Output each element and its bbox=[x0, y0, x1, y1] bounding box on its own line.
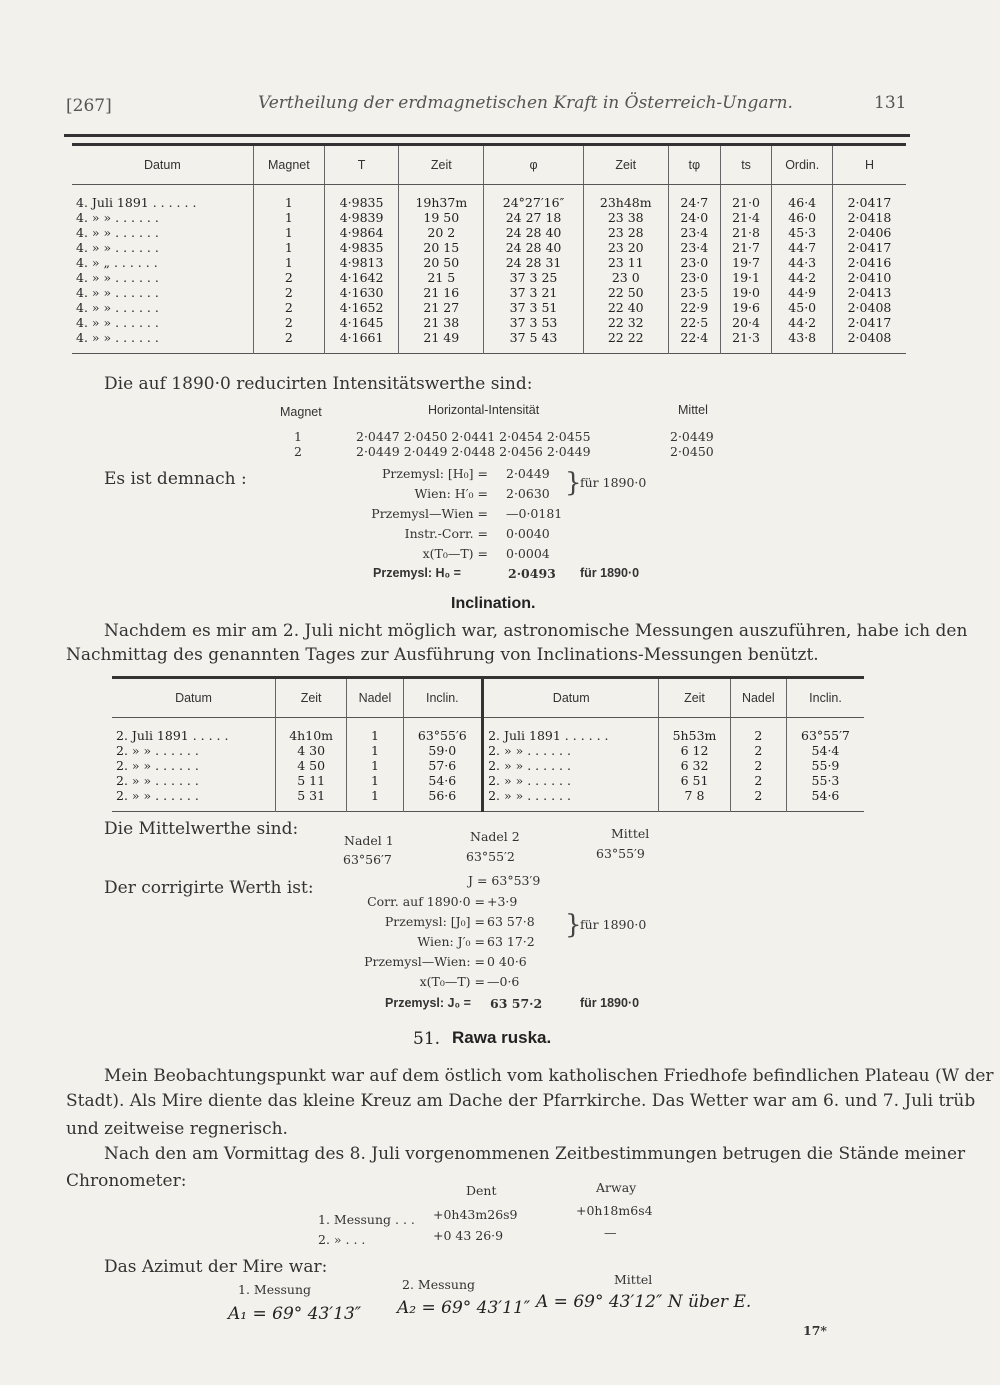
inclination-table-cell: 63°55′6 bbox=[403, 718, 483, 744]
reduction-values: 2·0449 2·0449 2·0448 2·0456 2·0449 bbox=[356, 444, 591, 459]
inclination-line-value: 63 57·8 bbox=[487, 914, 535, 929]
inclination-table-cell: 2. Juli 1891 . . . . . . bbox=[483, 718, 659, 744]
mittel-label: Mittel bbox=[611, 826, 650, 841]
magnet-table-cell: 1 bbox=[253, 225, 324, 240]
magnet-table-cell: 4. Juli 1891 . . . . . . bbox=[76, 195, 197, 210]
inclination-table-cell: 1 bbox=[347, 718, 403, 744]
inclination-line-label: x(T₀—T) = bbox=[419, 974, 485, 989]
reduction-magnet: 1 bbox=[294, 429, 302, 444]
magnet-table-cell: 23·4 bbox=[668, 240, 720, 255]
inclination-table-cell: 1 bbox=[347, 758, 403, 773]
magnet-table-cell: 22·5 bbox=[668, 315, 720, 330]
rawa-para1-line2: Stadt). Als Mire diente das kleine Kreuz am Dache der Pfarrkirche. Das Wetter war am 6. und 7. Juli trüb bbox=[66, 1091, 976, 1111]
reduction-line-label: x(T₀—T) = bbox=[422, 546, 488, 561]
nadel1-label: Nadel 1 bbox=[344, 833, 394, 848]
inclination-title: Inclination. bbox=[451, 595, 536, 612]
magnet-table-cell: 44·2 bbox=[772, 270, 833, 285]
magnet-table-cell: 4. » » . . . . . . bbox=[76, 300, 159, 315]
rawa-para2-line2: Chronometer: bbox=[66, 1171, 187, 1191]
reduction-mittel: 2·0449 bbox=[670, 429, 714, 444]
col-dent: Dent bbox=[466, 1183, 497, 1198]
magnet-table-cell: 19·6 bbox=[720, 300, 772, 315]
inclination-table-cell: 6 32 bbox=[659, 758, 730, 773]
reduction-line-label: Instr.-Corr. = bbox=[404, 526, 488, 541]
reduction-line-value: 2·0449 bbox=[506, 466, 550, 481]
magnet-table-cell: 46·0 bbox=[772, 210, 833, 225]
magnet-table-cell: 1 bbox=[253, 185, 324, 211]
inclination-table-cell: 2 bbox=[730, 718, 786, 744]
inclination-table-cell: 56·6 bbox=[403, 788, 483, 812]
magnet-table-cell: 4·1642 bbox=[325, 270, 399, 285]
demnach-label: Es ist demnach : bbox=[104, 469, 247, 489]
inclination-table-cell: 2. » » . . . . . . bbox=[116, 773, 199, 788]
magnet-table-cell: 4·9864 bbox=[325, 225, 399, 240]
corrigirte-label: Der corrigirte Werth ist: bbox=[104, 878, 314, 898]
inclination-line-value: 0 40·6 bbox=[487, 954, 527, 969]
inclination-table-cell: 2. » » . . . . . . bbox=[483, 773, 659, 788]
section-number: 51. bbox=[413, 1029, 441, 1049]
inclination-table-cell: 57·6 bbox=[403, 758, 483, 773]
magnet-table-cell: 4·9839 bbox=[325, 210, 399, 225]
magnet-table-cell: 44·2 bbox=[772, 315, 833, 330]
inclination-table-cell: 1 bbox=[347, 788, 403, 812]
inclination-table-col-header: Inclin. bbox=[403, 678, 483, 718]
magnet-table-cell: 2·0410 bbox=[832, 270, 906, 285]
magnet-table-cell: 4·1630 bbox=[325, 285, 399, 300]
reduction-line-value: 0·0040 bbox=[506, 526, 550, 541]
az-mittel-value: A = 69° 43′12″ N über E. bbox=[536, 1292, 752, 1312]
inclination-table-col-header: Nadel bbox=[347, 678, 403, 718]
reduction-line-value: 0·0004 bbox=[506, 546, 550, 561]
inclination-table-row bbox=[112, 718, 864, 744]
inclination-table-cell: 4 50 bbox=[275, 758, 346, 773]
chrono-row2-label: 2. » . . . bbox=[318, 1232, 366, 1247]
inclination-line-label: Przemysl—Wien: = bbox=[364, 954, 485, 969]
magnet-table-cell: 21·8 bbox=[720, 225, 772, 240]
inclination-table-cell: 54·6 bbox=[403, 773, 483, 788]
magnet-table-col-header: tφ bbox=[668, 145, 720, 185]
magnet-table-cell: 22 50 bbox=[583, 285, 668, 300]
magnet-table-cell: 23 11 bbox=[583, 255, 668, 270]
inclination-table-cell: 4 30 bbox=[275, 743, 346, 758]
inclination-table-cell: 55·9 bbox=[786, 758, 864, 773]
nadel2-value: 63°55′2 bbox=[466, 849, 515, 864]
inclination-table-cell: 7 8 bbox=[659, 788, 730, 812]
header-rule bbox=[64, 134, 910, 137]
magnet-table-cell: 2·0413 bbox=[832, 285, 906, 300]
inclination-table-cell: 63°55′7 bbox=[786, 718, 864, 744]
magnet-table-cell: 24 28 40 bbox=[484, 225, 583, 240]
inclination-table-cell: 2. » » . . . . . . bbox=[116, 758, 199, 773]
inclination-line-label: Przemysl: [J₀] = bbox=[384, 914, 485, 929]
mittelwerthe-label: Die Mittelwerthe sind: bbox=[104, 819, 299, 839]
inclination-table-cell: 2. » » . . . . . . bbox=[483, 788, 659, 812]
magnet-table-row bbox=[72, 330, 906, 354]
magnet-table-col-header: Zeit bbox=[399, 145, 484, 185]
magnet-table-cell: 46·4 bbox=[772, 185, 833, 211]
col-horizontal-intensity: Horizontal-Intensität bbox=[428, 403, 540, 417]
inclination-table-cell: 6 51 bbox=[659, 773, 730, 788]
magnet-table-cell: 43·8 bbox=[772, 330, 833, 354]
reduction-magnet: 2 bbox=[294, 444, 302, 459]
mittel-value: 63°55′9 bbox=[596, 846, 645, 861]
brace-1: } bbox=[565, 468, 582, 498]
inclination-table-cell: 6 12 bbox=[659, 743, 730, 758]
final-j-value: 63 57·2 bbox=[490, 996, 543, 1011]
inclination-line-label: Corr. auf 1890·0 = bbox=[367, 894, 485, 909]
magnet-table-cell: 2·0417 bbox=[832, 240, 906, 255]
az1-value: A₁ = 69° 43′13″ bbox=[228, 1304, 362, 1324]
magnet-table-cell: 37 5 43 bbox=[484, 330, 583, 354]
magnet-table-cell: 21·4 bbox=[720, 210, 772, 225]
magnet-table-cell: 23·4 bbox=[668, 225, 720, 240]
magnet-table-cell: 21 16 bbox=[399, 285, 484, 300]
reduction-line-label: Wien: H′₀ = bbox=[414, 486, 488, 501]
magnet-table-col-header: H bbox=[832, 145, 906, 185]
magnet-table-cell: 37 3 51 bbox=[484, 300, 583, 315]
magnet-table-cell: 2·0416 bbox=[832, 255, 906, 270]
magnet-table-cell: 1 bbox=[253, 240, 324, 255]
magnet-table-cell: 4·1645 bbox=[325, 315, 399, 330]
magnet-table-cell: 4. » » . . . . . . bbox=[76, 285, 159, 300]
inclination-table-cell: 2. Juli 1891 . . . . . bbox=[116, 728, 229, 743]
magnet-table-cell: 37 3 53 bbox=[484, 315, 583, 330]
magnet-table-cell: 1 bbox=[253, 210, 324, 225]
inclination-table-row bbox=[112, 788, 864, 812]
magnet-table-cell: 2 bbox=[253, 285, 324, 300]
magnet-table-cell: 19·1 bbox=[720, 270, 772, 285]
magnet-table-row bbox=[72, 210, 906, 225]
magnet-table-cell: 23·0 bbox=[668, 270, 720, 285]
magnet-table-cell: 4. » » . . . . . . bbox=[76, 330, 159, 345]
inclination-table-cell: 2 bbox=[730, 788, 786, 812]
j-line: J = 63°53′9 bbox=[468, 873, 541, 888]
magnet-table-cell: 4·1661 bbox=[325, 330, 399, 354]
magnet-table-cell: 23 0 bbox=[583, 270, 668, 285]
inclination-table-cell: 54·6 bbox=[786, 788, 864, 812]
magnet-table-cell: 4. » » . . . . . . bbox=[76, 225, 159, 240]
inclination-line-value: —0·6 bbox=[487, 974, 520, 989]
inclination-table-col-header: Inclin. bbox=[786, 678, 864, 718]
magnet-table-cell: 21·3 bbox=[720, 330, 772, 354]
magnet-table-cell: 23·0 bbox=[668, 255, 720, 270]
magnet-table-cell: 21·0 bbox=[720, 185, 772, 211]
magnet-table-cell: 4. » » . . . . . . bbox=[76, 315, 159, 330]
magnet-table-row bbox=[72, 255, 906, 270]
rawa-para1-line3: und zeitweise regnerisch. bbox=[66, 1119, 288, 1139]
magnet-table-col-header: Datum bbox=[72, 145, 253, 185]
magnet-table-cell: 24 28 40 bbox=[484, 240, 583, 255]
magnet-table-cell: 22·4 bbox=[668, 330, 720, 354]
inclination-table-row bbox=[112, 758, 864, 773]
magnet-table-cell: 21 38 bbox=[399, 315, 484, 330]
inclination-table-cell: 54·4 bbox=[786, 743, 864, 758]
magnet-table-cell: 21 27 bbox=[399, 300, 484, 315]
reduction-line-label: Przemysl: [H₀] = bbox=[382, 466, 488, 481]
magnet-table-cell: 19h37m bbox=[399, 185, 484, 211]
section-title: Rawa ruska. bbox=[452, 1028, 552, 1047]
inclination-para-1: Nachdem es mir am 2. Juli nicht möglich war, astronomische Messungen auszuführen, habe ich den bbox=[104, 621, 968, 641]
magnet-table bbox=[72, 143, 906, 354]
magnet-table-row bbox=[72, 225, 906, 240]
magnet-table-cell: 19 50 bbox=[399, 210, 484, 225]
reduction-intro: Die auf 1890·0 reducirten Intensitätswerthe sind: bbox=[104, 374, 533, 394]
magnet-table-cell: 2·0406 bbox=[832, 225, 906, 240]
rawa-para2-line1: Nach den am Vormittag des 8. Juli vorgenommenen Zeitbestimmungen betrugen die Stände meiner bbox=[104, 1144, 966, 1164]
magnet-table-cell: 44·7 bbox=[772, 240, 833, 255]
chrono-row2-dent: +0 43 26·9 bbox=[433, 1228, 504, 1243]
inclination-table-col-header: Zeit bbox=[275, 678, 346, 718]
inclination-table-cell: 5h53m bbox=[659, 718, 730, 744]
inclination-table-col-header: Datum bbox=[483, 678, 659, 718]
magnet-table-cell: 4·9835 bbox=[325, 185, 399, 211]
final-h-label: Przemysl: H₀ = bbox=[373, 566, 461, 580]
magnet-table-row bbox=[72, 315, 906, 330]
final-j-label: Przemysl: J₀ = bbox=[385, 996, 471, 1010]
magnet-table-cell: 2·0418 bbox=[832, 210, 906, 225]
magnet-table-cell: 4·9835 bbox=[325, 240, 399, 255]
az2-label: 2. Messung bbox=[402, 1277, 476, 1292]
inclination-table-cell: 2. » » . . . . . . bbox=[116, 743, 199, 758]
inclination-table-cell: 2. » » . . . . . . bbox=[483, 743, 659, 758]
magnet-table-col-header: φ bbox=[484, 145, 583, 185]
az1-label: 1. Messung bbox=[238, 1282, 312, 1297]
magnet-table-cell: 22·9 bbox=[668, 300, 720, 315]
magnet-table-cell: 24·7 bbox=[668, 185, 720, 211]
inclination-table-col-header: Datum bbox=[112, 678, 275, 718]
col-arway: Arway bbox=[596, 1180, 637, 1195]
magnet-table-cell: 24·0 bbox=[668, 210, 720, 225]
magnet-table-cell: 23·5 bbox=[668, 285, 720, 300]
magnet-table-cell: 4. » » . . . . . . bbox=[76, 270, 159, 285]
page-number: 131 bbox=[874, 93, 907, 113]
inclination-table-row bbox=[112, 773, 864, 788]
rawa-para1-line1: Mein Beobachtungspunkt war auf dem östlich vom katholischen Friedhofe befindlichen Plateau (W der bbox=[104, 1066, 994, 1086]
inclination-table-cell: 2. » » . . . . . . bbox=[116, 788, 199, 803]
nadel2-label: Nadel 2 bbox=[470, 829, 520, 844]
inclination-table-cell: 2. » » . . . . . . bbox=[483, 758, 659, 773]
magnet-table-cell: 20·4 bbox=[720, 315, 772, 330]
magnet-table-cell: 4. » » . . . . . . bbox=[76, 210, 159, 225]
magnet-table-col-header: T bbox=[325, 145, 399, 185]
magnet-table-cell: 4·1652 bbox=[325, 300, 399, 315]
inclination-table-col-header: Nadel bbox=[730, 678, 786, 718]
reduction-line-value: 2·0630 bbox=[506, 486, 550, 501]
magnet-table-cell: 23 38 bbox=[583, 210, 668, 225]
reduction-line-value: —0·0181 bbox=[506, 506, 563, 521]
az2-value: A₂ = 69° 43′11″ bbox=[397, 1298, 531, 1318]
inclination-para-2: Nachmittag des genannten Tages zur Ausführung von Inclinations-Messungen benützt. bbox=[66, 645, 819, 665]
magnet-table-cell: 22 40 bbox=[583, 300, 668, 315]
magnet-table-cell: 45·0 bbox=[772, 300, 833, 315]
magnet-table-col-header: Ordin. bbox=[772, 145, 833, 185]
magnet-table-cell: 37 3 21 bbox=[484, 285, 583, 300]
inclination-line-value: +3·9 bbox=[487, 894, 518, 909]
brace-2: } bbox=[565, 910, 582, 940]
inclination-table-col-header: Zeit bbox=[659, 678, 730, 718]
inc-epoch-label: für 1890·0 bbox=[580, 917, 647, 932]
nadel1-value: 63°56′7 bbox=[343, 852, 392, 867]
inclination-table-row bbox=[112, 743, 864, 758]
magnet-table-row bbox=[72, 300, 906, 315]
magnet-table-cell: 21 5 bbox=[399, 270, 484, 285]
page-ref: [267] bbox=[66, 96, 112, 116]
magnet-table-cell: 19·7 bbox=[720, 255, 772, 270]
magnet-table-cell: 20 15 bbox=[399, 240, 484, 255]
magnet-table-cell: 22 22 bbox=[583, 330, 668, 354]
reduction-values: 2·0447 2·0450 2·0441 2·0454 2·0455 bbox=[356, 429, 591, 444]
magnet-table-cell: 45·3 bbox=[772, 225, 833, 240]
reduction-line-label: Przemysl—Wien = bbox=[371, 506, 488, 521]
epoch-label: für 1890·0 bbox=[580, 475, 647, 490]
magnet-table-cell: 2·0417 bbox=[832, 185, 906, 211]
magnet-table-col-header: Magnet bbox=[253, 145, 324, 185]
inclination-table-cell: 4h10m bbox=[275, 718, 346, 744]
magnet-table-cell: 44·9 bbox=[772, 285, 833, 300]
magnet-table-cell: 2 bbox=[253, 330, 324, 354]
col-magnet: Magnet bbox=[280, 405, 322, 419]
magnet-table-cell: 2·0417 bbox=[832, 315, 906, 330]
magnet-table-cell: 20 2 bbox=[399, 225, 484, 240]
inclination-table-cell: 55·3 bbox=[786, 773, 864, 788]
az-mittel-label: Mittel bbox=[614, 1272, 653, 1287]
inclination-table-cell: 2 bbox=[730, 743, 786, 758]
magnet-table-cell: 24 27 18 bbox=[484, 210, 583, 225]
magnet-table-row bbox=[72, 270, 906, 285]
magnet-table-cell: 21·7 bbox=[720, 240, 772, 255]
magnet-table-cell: 1 bbox=[253, 255, 324, 270]
reduction-mittel: 2·0450 bbox=[670, 444, 714, 459]
chrono-row1-label: 1. Messung . . . bbox=[318, 1212, 415, 1227]
magnet-table-col-header: Zeit bbox=[583, 145, 668, 185]
magnet-table-cell: 4. » » . . . . . . bbox=[76, 240, 159, 255]
magnet-table-cell: 23h48m bbox=[583, 185, 668, 211]
col-mittel: Mittel bbox=[678, 403, 708, 417]
magnet-table-cell: 24 28 31 bbox=[484, 255, 583, 270]
final-j-epoch: für 1890·0 bbox=[580, 996, 640, 1010]
azimut-label: Das Azimut der Mire war: bbox=[104, 1257, 328, 1277]
magnet-table-cell: 24°27′16″ bbox=[484, 185, 583, 211]
magnet-table-cell: 19·0 bbox=[720, 285, 772, 300]
magnet-table-cell: 2 bbox=[253, 315, 324, 330]
magnet-table-cell: 21 49 bbox=[399, 330, 484, 354]
magnet-table-cell: 2·0408 bbox=[832, 330, 906, 354]
magnet-table-cell: 37 3 25 bbox=[484, 270, 583, 285]
inclination-table-cell: 5 11 bbox=[275, 773, 346, 788]
inclination-table-cell: 1 bbox=[347, 743, 403, 758]
final-h-value: 2·0493 bbox=[508, 566, 556, 581]
magnet-table-cell: 22 32 bbox=[583, 315, 668, 330]
inclination-table bbox=[112, 676, 864, 812]
chrono-row1-arway: +0h18m6s4 bbox=[576, 1203, 653, 1218]
inclination-table-cell: 2 bbox=[730, 773, 786, 788]
magnet-table-row bbox=[72, 185, 906, 211]
inclination-table-cell: 59·0 bbox=[403, 743, 483, 758]
magnet-table-col-header: ts bbox=[720, 145, 772, 185]
final-h-epoch: für 1890·0 bbox=[580, 566, 640, 580]
magnet-table-cell: 44·3 bbox=[772, 255, 833, 270]
inclination-table-cell: 1 bbox=[347, 773, 403, 788]
magnet-table-cell: 2 bbox=[253, 270, 324, 285]
inclination-table-cell: 2 bbox=[730, 758, 786, 773]
inclination-table-cell: 5 31 bbox=[275, 788, 346, 812]
magnet-table-cell: 20 50 bbox=[399, 255, 484, 270]
signature-mark: 17* bbox=[803, 1323, 827, 1338]
magnet-table-cell: 4·9813 bbox=[325, 255, 399, 270]
magnet-table-cell: 2 bbox=[253, 300, 324, 315]
magnet-table-cell: 4. » „ . . . . . . bbox=[76, 255, 158, 270]
chrono-row1-dent: +0h43m26s9 bbox=[433, 1207, 518, 1222]
magnet-table-row bbox=[72, 285, 906, 300]
running-title: Vertheilung der erdmagnetischen Kraft in Österreich-Ungarn. bbox=[258, 93, 793, 113]
magnet-table-cell: 23 28 bbox=[583, 225, 668, 240]
magnet-table-cell: 2·0408 bbox=[832, 300, 906, 315]
magnet-table-cell: 23 20 bbox=[583, 240, 668, 255]
inclination-line-label: Wien: J′₀ = bbox=[417, 934, 485, 949]
chrono-row2-arway: — bbox=[604, 1225, 617, 1240]
magnet-table-row bbox=[72, 240, 906, 255]
inclination-line-value: 63 17·2 bbox=[487, 934, 535, 949]
